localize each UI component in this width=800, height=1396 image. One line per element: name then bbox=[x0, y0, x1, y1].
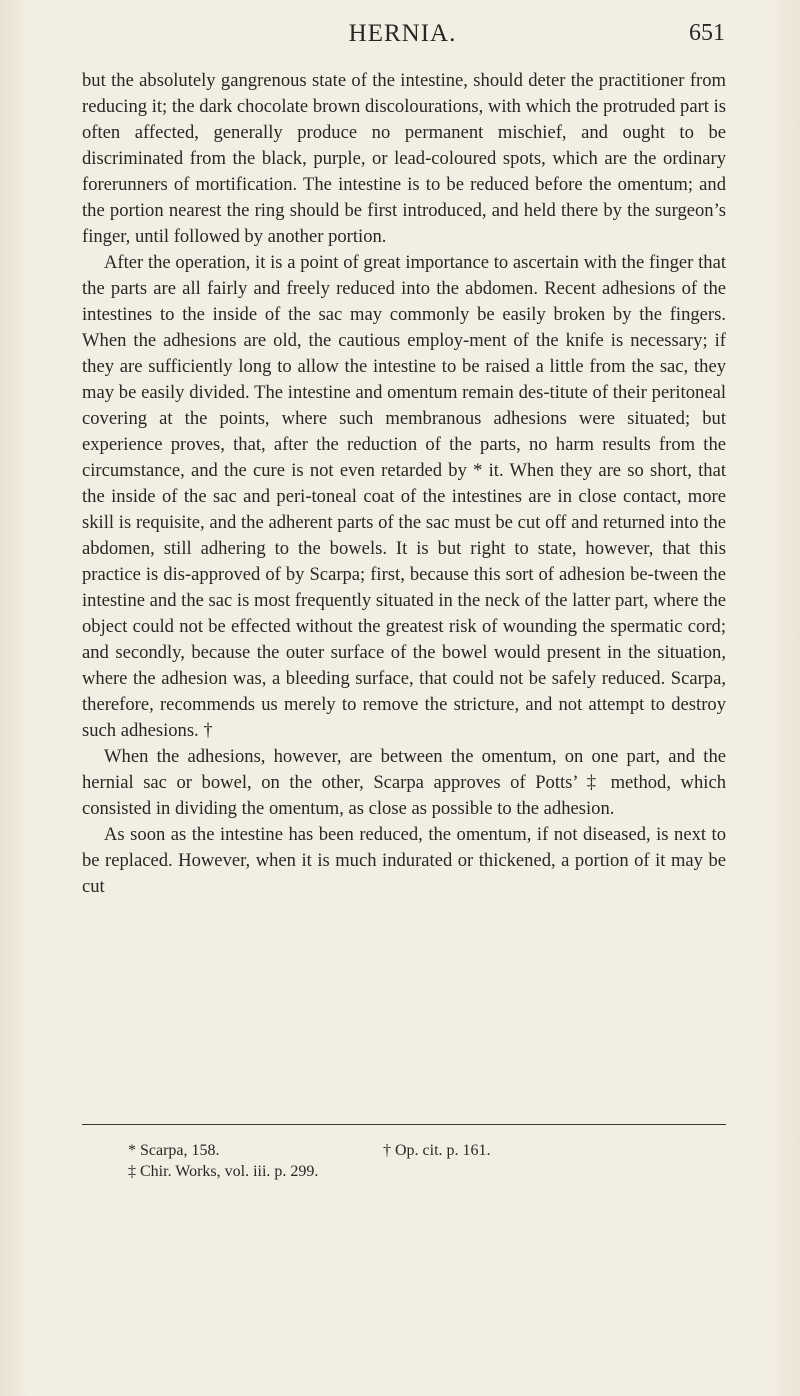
paragraph-1: but the absolutely gangrenous state of the intestine, should deter the practitioner from reducing it; the dark chocolate brown discolourations, with which the protruded part is often affected, generally produce no permanent mischief, and ought to be discriminated from the black, purple, or lead-coloured spots, which are the ordinary forerunners of mortification. The intestine is to be reduced before the omentum; and the portion nearest the ring should be first introduced, and held there by the surgeon’s finger, until followed by another portion. bbox=[82, 70, 726, 247]
footnote-1: * Scarpa, 158. bbox=[128, 1142, 220, 1159]
footnote-2: † Op. cit. p. 161. bbox=[383, 1142, 491, 1159]
running-title: HERNIA. bbox=[348, 20, 457, 47]
footnote-3: ‡ Chir. Works, vol. iii. p. 299. bbox=[128, 1163, 319, 1180]
page-header bbox=[80, 16, 725, 56]
paragraph-2: After the operation, it is a point of great importance to ascertain with the finger that the parts are all fairly and freely reduced into the abdomen. Recent adhesions of the intestines to the inside of the sac may commonly be easily broken by the fingers. When the adhesions are old, the cautious employ-ment of the knife is necessary; if they are sufficiently long to allow the intestine to be raised a little from the sac, they may be easily divided. The intestine and omentum remain des-titute of their peritoneal covering at the points, where such membranous adhesions were situated; but experience proves, that, after the reduction of the parts, no harm results from the circumstance, and the cure is not even retarded by * it. When they are so short, that the inside of the sac and peri-toneal coat of the intestines are in close contact, more skill is requisite, and the adherent parts of the sac must be cut off and returned into the abdomen, still adhering to the bowels. It is but right to state, however, that this practice is dis-approved of by Scarpa; first, because this sort of adhesion be-tween the intestine and the sac is most frequently situated in the neck of the latter part, where the object could not be effected without the greatest risk of wounding the spermatic cord; and secondly, because the outer surface of the bowel would present in the situation, where the adhesion was, a bleeding surface, that could not be safely reduced. Scarpa, therefore, recommends us merely to remove the stricture, and not attempt to destroy such adhesions. † bbox=[82, 252, 726, 741]
footnote-divider bbox=[82, 1124, 726, 1125]
body-text bbox=[82, 68, 726, 900]
paragraph-3: When the adhesions, however, are between the omentum, on one part, and the hernial sac or bowel, on the other, Scarpa approves of Potts’ ‡ method, which consisted in dividing the omentum, as close as possible to the adhesion. bbox=[82, 746, 726, 819]
page-number: 651 bbox=[689, 20, 725, 46]
footnotes bbox=[128, 1140, 688, 1182]
paragraph-4: As soon as the intestine has been reduced, the omentum, if not diseased, is next to be replaced. However, when it is much indurated or thickened, a portion of it may be cut bbox=[82, 824, 726, 897]
